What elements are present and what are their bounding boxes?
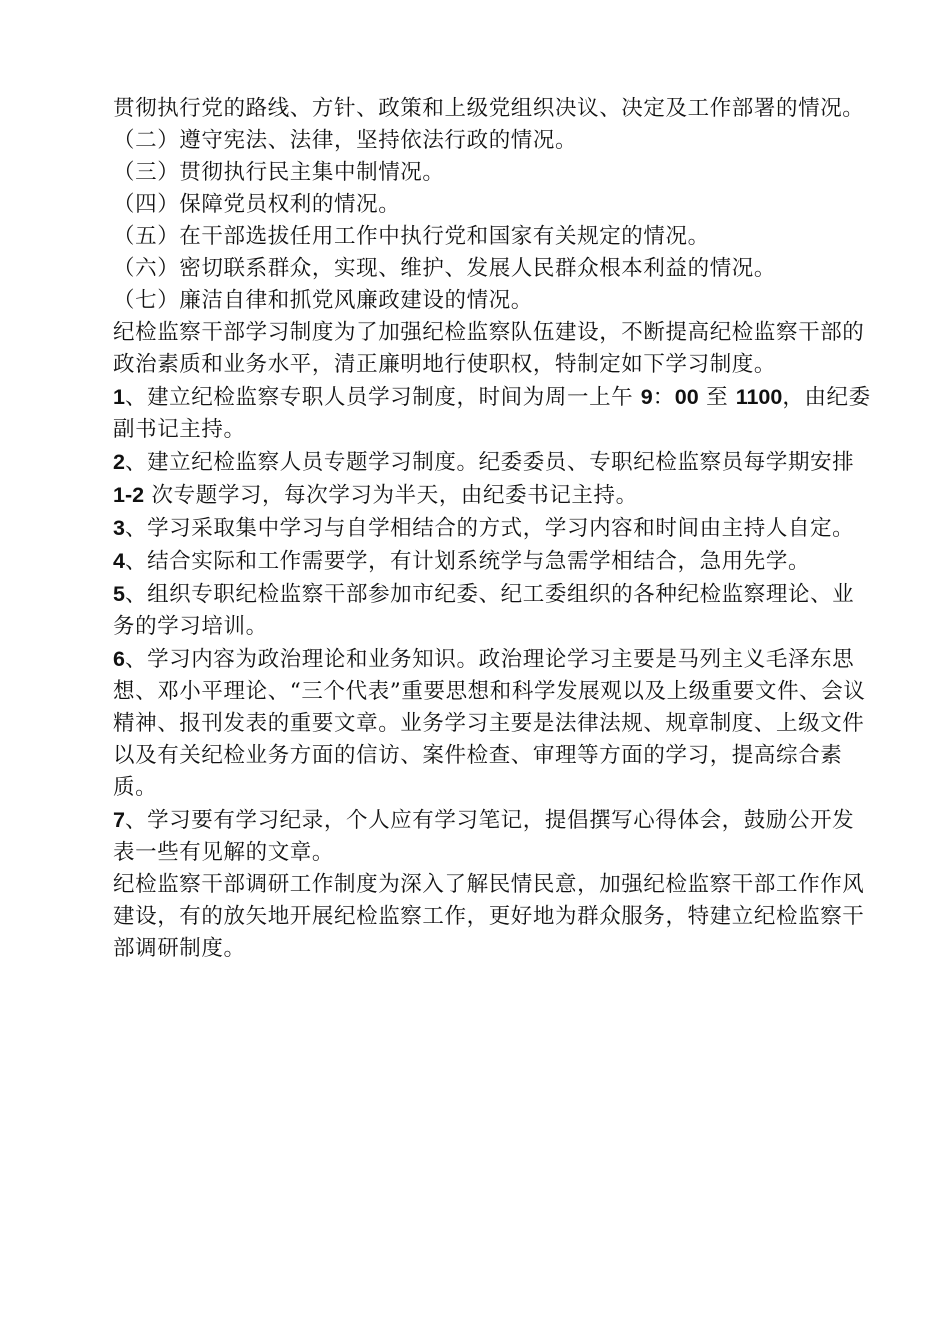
study-rule-item xyxy=(113,804,873,869)
rule-text: 、组织专职纪检监察干部参加市纪委、纪工委组织的各种纪检监察理论、业务的学习培训。 xyxy=(113,582,855,639)
rule-text: 、结合实际和工作需要学，有计划系统学与急需学相结合，急用先学。 xyxy=(124,549,811,574)
checklist-item-7: （七）廉洁自律和抓党风廉政建设的情况。 xyxy=(113,288,533,313)
study-rule-item xyxy=(113,643,873,804)
rule-number-value: 9 xyxy=(640,385,653,409)
rule-text: ，由纪委副书记主持。 xyxy=(113,385,871,442)
checklist-item-4: （四）保障党员权利的情况。 xyxy=(113,192,401,217)
study-system-intro: 纪检监察干部学习制度为了加强纪检监察队伍建设，不断提高纪检监察干部的政治素质和业务水平，清正廉明地行使职权，特制定如下学习制度。 xyxy=(113,320,865,377)
rule-text: 、学习要有学习纪录，个人应有学习笔记，提倡撰写心得体会，鼓励公开发表一些有见解的文章。 xyxy=(113,808,855,865)
rule-number-value: 00 xyxy=(674,385,699,409)
study-rule-item xyxy=(113,446,873,512)
rule-text: 次专题学习，每次学习为半天，由纪委书记主持。 xyxy=(144,483,638,508)
rule-text: 、学习采取集中学习与自学相结合的方式，学习内容和时间由主持人自定。 xyxy=(124,516,855,541)
checklist-item-3: （三）贯彻执行民主集中制情况。 xyxy=(113,160,445,185)
study-rules-list xyxy=(113,381,873,869)
rule-number: 4 xyxy=(113,549,125,573)
rule-number: 1 xyxy=(113,385,125,409)
rule-text: 、学习内容为政治理论和业务知识。政治理论学习主要是马列主义毛泽东思想、邓小平理论、“三个代表”重要思想和科学发展观以及上级重要文件、会议精神、报刊发表的重要文章。业务学习主要是法律法规、规章制度、上级文件以及有关纪检业务方面的信访、案件检查、审理等方面的学习，提高综合素质。 xyxy=(113,647,866,800)
checklist-item-5: （五）在干部选拔任用工作中执行党和国家有关规定的情况。 xyxy=(113,224,710,249)
intro-paragraph: 贯彻执行党的路线、方针、政策和上级党组织决议、决定及工作部署的情况。 xyxy=(113,96,865,121)
rule-number: 7 xyxy=(113,808,125,832)
rule-text: 、建立纪检监察专职人员学习制度，时间为周一上午 xyxy=(124,385,641,410)
rule-number: 3 xyxy=(113,516,125,540)
rule-text: 、建立纪检监察人员专题学习制度。纪委委员、专职纪检监察员每学期安排 xyxy=(124,450,855,475)
study-rule-item xyxy=(113,545,873,578)
study-rule-item xyxy=(113,578,873,643)
rule-number-value: 1100 xyxy=(735,385,783,409)
rule-number: 5 xyxy=(113,582,125,606)
document-body xyxy=(113,93,873,965)
rule-number-value: 1-2 xyxy=(113,483,145,507)
research-system-paragraph: 纪检监察干部调研工作制度为深入了解民情民意，加强纪检监察干部工作作风建设，有的放矢地开展纪检监察工作，更好地为群众服务，特建立纪检监察干部调研制度。 xyxy=(113,872,865,961)
rule-text: ： xyxy=(652,385,675,410)
checklist-item-6: （六）密切联系群众，实现、维护、发展人民群众根本利益的情况。 xyxy=(113,256,777,281)
study-rule-item xyxy=(113,381,873,446)
rule-text: 至 xyxy=(698,385,736,410)
checklist-item-2: （二）遵守宪法、法律，坚持依法行政的情况。 xyxy=(113,128,578,153)
rule-number: 2 xyxy=(113,450,125,474)
study-rule-item xyxy=(113,512,873,545)
rule-number: 6 xyxy=(113,647,125,671)
